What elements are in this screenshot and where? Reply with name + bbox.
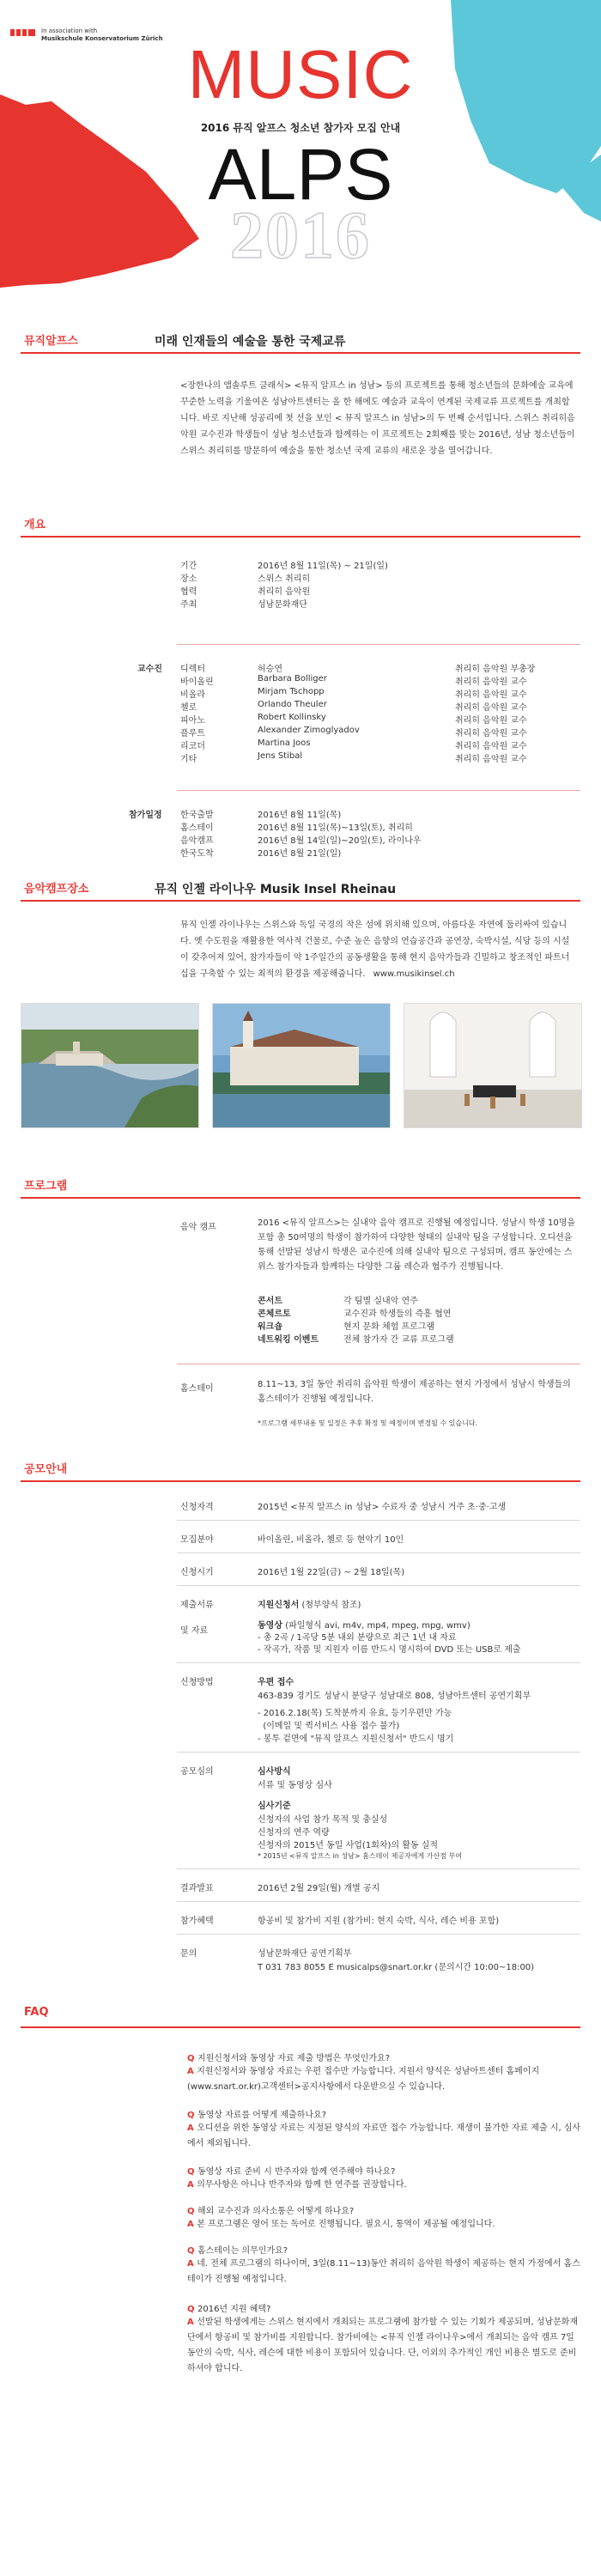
- schedule-item-label: 음악캠프: [180, 836, 214, 846]
- faculty-name: Alexander Zimoglyadov: [258, 726, 360, 735]
- faculty-inst: 플루트: [180, 729, 205, 738]
- partner-line2: Musikschule Konservatorium Zürich: [41, 35, 163, 42]
- program-item-desc: 각 팀별 실내악 연주: [343, 1297, 418, 1306]
- program-item-desc: 전체 참가자 간 교류 프로그램: [343, 1335, 454, 1345]
- divider: [177, 644, 580, 645]
- submit-title-2: 동영상: [258, 1621, 282, 1631]
- recruit-rule: [21, 1480, 580, 1482]
- info-value: 취리히 음악원: [258, 587, 311, 597]
- program-rule: [21, 1197, 580, 1199]
- faq-answer-text: 오디션을 위한 동영상 자료는 지정된 양식의 자료만 접수 가능합니다. 재생이 불가한 자료 제출 시, 심사에서 제외됩니다.: [187, 2123, 581, 2148]
- faculty-role: 취리히 음악원 교수: [455, 703, 527, 713]
- faculty-role: 취리히 음악원 교수: [455, 716, 527, 726]
- divider: [177, 1585, 580, 1586]
- review-line-1: 서류 및 동영상 심사: [258, 1781, 332, 1790]
- support-label: 참가혜택: [180, 1917, 214, 1926]
- faculty-label: 교수진: [137, 665, 162, 674]
- faq-answer-text: 의무사항은 아니나 반주자와 함께 한 연주를 권장합니다.: [197, 2180, 407, 2190]
- contact-line1: 성남문화재단 공연기획부: [258, 1949, 352, 1959]
- homestay-body: 8.11~13, 3일 동안 취리히 음악원 학생이 제공하는 현지 가정에서 성남시 학생들의 홈스테이가 진행될 예정입니다.: [258, 1380, 571, 1404]
- method-line: 463-839 경기도 성남시 분당구 성남대로 808, 성남아트센터 공연기획부: [258, 1692, 531, 1701]
- submit-label-line1: 제출서류: [180, 1601, 214, 1610]
- info-label: 기간: [180, 562, 197, 571]
- rheinau-hall-photo: [404, 1003, 582, 1128]
- review-title-1: 심사방식: [258, 1767, 291, 1777]
- divider: [177, 790, 580, 791]
- rheinau-aerial-photo: [21, 1003, 199, 1128]
- review-line: 신청자의 사업 참가 목적 및 충실성: [258, 1815, 388, 1825]
- schedule-item-value: 2016년 8월 14일(일)~20일(토), 라이나우: [258, 836, 422, 846]
- schedule-item-value: 2016년 8월 21일(일): [258, 849, 342, 859]
- faculty-name: Mirjam Tschopp: [258, 687, 325, 696]
- faq-answer-text: 선발된 학생에게는 스위스 현지에서 개최되는 프로그램에 참가할 수 있는 기회가 제공되며, 성남문화재단에서 항공비 및 참가비를 지원합니다. 참가비에는 <뮤직 인젤 라이나우>에서 개최되는 음악 캠프 7일 동안의 숙박, 식사, 레슨에 대한 비용이 포함되어 있습니다. 단, 이외의 추가적인 개인 비용은 별도로 준비하셔야 합니다.: [187, 2318, 579, 2373]
- about-heading: 미래 인재들의 예술을 통한 국제교류: [155, 335, 346, 349]
- review-line: 신청자의 2015년 동일 사업(1회차)의 활동 실적: [258, 1841, 439, 1850]
- recruit-row-label: 모집분야: [180, 1535, 214, 1545]
- program-item-desc: 교수진과 학생들의 즉흥 협연: [343, 1309, 452, 1319]
- faculty-inst: 비올라: [180, 690, 205, 700]
- divider: [177, 1662, 580, 1663]
- faq-answer: A 지원신청서와 동영상 자료는 우편 접수만 가능합니다. 지원서 양식은 성남아트센터 홈페이지(www.snart.or.kr)고객센터>공지사항에서 다운받으실 수 있습니다.: [187, 2067, 540, 2092]
- venue-section-title: 음악캠프장소: [24, 883, 89, 896]
- divider: [177, 1520, 580, 1521]
- faq-question: Q 지원신청서와 동영상 자료 제출 방법은 무엇인가요?: [187, 2054, 391, 2063]
- faq-section-title: FAQ: [24, 2006, 49, 2019]
- faculty-role: 취리히 음악원 교수: [455, 742, 527, 751]
- submit-label-line2: 및 자료: [180, 1626, 209, 1636]
- faculty-inst: 바이올린: [180, 677, 214, 687]
- venue-rule: [21, 900, 580, 902]
- about-body: <장한나의 앱솔루트 클래식> <뮤직 알프스 in 성남> 등의 프로젝트를 통해 청소년들의 문화예술 교육에 꾸준한 노력을 기울여온 성남아트센터는 올 한 해에도 예술과 교육이 연계된 국제교류 프로젝트를 개최합니다. 바로 지난해 성공리에 첫 선을 보인 < 뮤직 알프스 in 성남>의 두 번째 순서입니다. 스위스 취리히음악원 교수진과 학생들이 성남 청소년들과 함께하는 이 프로젝트는 2회째를 맞는 2016년, 성남 청소년들이 스위스 취리히를 방문하여 예술을 통한 청소년 국제 교류의 새로운 장을 열어갑니다.: [180, 381, 575, 456]
- submit-item-2: [258, 1618, 470, 1631]
- faculty-inst: 디렉터: [180, 665, 205, 674]
- program-item-desc: 현지 문화 체험 프로그램: [343, 1322, 435, 1332]
- faq-question-text: 동영상 자료 준비 시 반주자와 함께 연주해야 하나요?: [197, 2167, 396, 2177]
- program-item-name: 네트워킹 이벤트: [258, 1335, 319, 1345]
- review-line: 신청자의 연주 역량: [258, 1828, 330, 1838]
- faculty-name: Martina Joos: [258, 738, 311, 748]
- faq-question: Q 2016년 지원 혜택?: [187, 2305, 271, 2314]
- faculty-inst: 기타: [180, 755, 197, 764]
- faq-question: Q 동영상 자료 준비 시 반주자와 함께 연주해야 하나요?: [187, 2167, 396, 2177]
- faculty-role: 취리히 음악원 교수: [455, 690, 527, 700]
- faculty-inst: 피아노: [180, 716, 205, 726]
- recruit-row-label: 신청자격: [180, 1503, 214, 1512]
- faculty-name: Orlando Theuler: [258, 700, 327, 709]
- camp-body: 2016 <뮤직 알프스>는 실내악 음악 캠프로 진행될 예정입니다. 성남시 학생 10명을 포함 총 50여명의 학생이 참가하여 다양한 형태의 실내악 팀을 구성합니다. 오디션을 통해 선발된 성남시 학생은 교수진에 의해 실내악 팀으로 구성되며, 캠프 동안에는 스위스 참가자들과 함께하는 다양한 그룹 레슨과 협주가 진행됩니다.: [258, 1218, 576, 1272]
- partner-line1: In association with: [41, 27, 98, 34]
- schedule-item-label: 한국도착: [180, 849, 214, 859]
- method-line: - 봉투 겉면에 "뮤직 알프스 지원신청서" 반드시 명기: [258, 1735, 454, 1744]
- faculty-role: 취리히 음악원 교수: [455, 729, 527, 738]
- faq-answer-text: 네. 전체 프로그램의 하나이며, 3일(8.11~13)동안 취리히 음악원 학생이 제공하는 현지 가정에서 홈스테이가 진행될 예정입니다.: [187, 2259, 580, 2284]
- recruit-row-value: 2016년 1월 22일(금) ~ 2월 18일(목): [258, 1568, 405, 1577]
- faq-question: Q 동영상 자료를 어떻게 제출하나요?: [187, 2111, 327, 2120]
- faculty-name: Barbara Bolliger: [258, 674, 327, 683]
- header-banner: [0, 0, 601, 318]
- subtitle: 2016 뮤직 알프스 청소년 참가자 모집 안내: [200, 122, 401, 134]
- faq-question-text: 지원신청서와 동영상 자료 제출 방법은 무엇인가요?: [197, 2054, 391, 2063]
- method-line: (이메일 및 퀵서비스 사용 접수 불가): [258, 1722, 400, 1731]
- submit-title-2-suffix: (파일형식 avi, m4v, mp4, mpeg, mpg, wmv): [285, 1621, 470, 1631]
- recruit-section-title: 공모안내: [24, 1463, 68, 1476]
- info-label: 주최: [180, 600, 197, 610]
- info-label: 협력: [180, 587, 197, 597]
- contact-line2[interactable]: T 031 783 8055 E musicalps@snart.or.kr (문의시간 10:00~18:00): [258, 1963, 535, 1972]
- faq-answer: A 네. 전체 프로그램의 하나이며, 3일(8.11~13)동안 취리히 음악원 학생이 제공하는 현지 가정에서 홈스테이가 진행될 예정입니다.: [187, 2259, 580, 2284]
- submit-line: - 총 2곡 / 1곡당 5분 내외 분량으로 최근 1년 내 자료: [258, 1633, 457, 1643]
- submit-line: - 작곡가, 작품 및 지원자 이름 반드시 명시하여 DVD 또는 USB로 제출: [258, 1645, 521, 1655]
- venue-heading: 뮤직 인젤 라이나우 Musik Insel Rheinau: [155, 883, 397, 896]
- about-rule: [21, 352, 580, 354]
- submit-title-1: 지원신청서: [258, 1601, 300, 1610]
- method-label: 신청방법: [180, 1678, 214, 1687]
- venue-body: 뮤직 인젤 라이나우는 스위스와 독일 국경의 작은 섬에 위치해 있으며, 아름다운 자연에 둘러싸여 있습니다. 옛 수도원을 재활용한 역사적 건물로, 수준 높은 음향의 연습공간과 공연장, 숙박시설, 식당 등의 시설이 갖추어져 있어, 참가자들이 약 1주일간의 공동생활을 통해 현지 음악가들과 긴밀하고 창조적인 파트너십을 구축할 수 있는 최적의 환경을 제공해줍니다.: [180, 920, 570, 979]
- title-alps: ALPS: [208, 134, 393, 215]
- divider: [177, 1752, 580, 1753]
- schedule-item-label: 한국출발: [180, 811, 214, 820]
- faq-answer-text: 지원신청서와 동영상 자료는 우편 접수만 가능합니다. 지원서 양식은 성남아트센터 홈페이지(www.snart.or.kr)고객센터>공지사항에서 다운받으실 수 있습니다.: [187, 2067, 540, 2092]
- divider: [177, 1934, 580, 1935]
- divider: [177, 1552, 580, 1553]
- result-label: 결과발표: [180, 1884, 214, 1893]
- title-music: MUSIC: [187, 36, 414, 112]
- faculty-role: 취리히 음악원 부총장: [455, 665, 536, 674]
- faq-rule: [21, 2026, 580, 2028]
- overview-rule: [21, 536, 580, 538]
- faculty-inst: 리코더: [180, 742, 205, 751]
- submit-item-1: [258, 1597, 361, 1610]
- info-label: 장소: [180, 574, 197, 584]
- program-item-name: 워크숍: [258, 1322, 282, 1332]
- schedule-label: 참가일정: [129, 811, 162, 820]
- faq-answer: A 오디션을 위한 동영상 자료는 지정된 양식의 자료만 접수 가능합니다. 재생이 불가한 자료 제출 시, 심사에서 제외됩니다.: [187, 2123, 581, 2148]
- support-value: 항공비 및 참가비 지원 (참가비: 현지 숙박, 식사, 레슨 비용 포함): [258, 1917, 500, 1926]
- review-label: 공모심의: [180, 1767, 214, 1777]
- faculty-inst: 첼로: [180, 703, 197, 713]
- divider: [177, 1901, 580, 1902]
- faculty-role: 취리히 음악원 교수: [455, 677, 527, 687]
- venue-body-block: [180, 917, 577, 982]
- rheinau-monastery-photo: [212, 1003, 391, 1128]
- faq-question-text: 2016년 지원 혜택?: [197, 2305, 271, 2314]
- faq-question: Q 해외 교수진과 의사소통은 어떻게 하나요?: [187, 2207, 355, 2216]
- faq-answer-text: 본 프로그램은 영어 또는 독어로 진행됩니다. 필요시, 통역이 제공될 예정입니다.: [197, 2220, 495, 2229]
- faculty-name: Robert Kollinsky: [258, 713, 326, 722]
- program-item-name: 콘서트: [258, 1297, 282, 1306]
- faq-answer: A 의무사항은 아니나 반주자와 함께 한 연주를 권장합니다.: [187, 2180, 407, 2190]
- faculty-name: Jens Stibal: [258, 751, 303, 761]
- method-title: 우편 접수: [258, 1678, 294, 1687]
- faq-question-text: 동영상 자료를 어떻게 제출하나요?: [197, 2111, 327, 2120]
- about-section-title: 뮤직알프스: [24, 335, 78, 348]
- method-line: - 2016.2.18(목) 도착분까지 유효, 등기우편만 가능: [258, 1709, 452, 1718]
- venue-url-link[interactable]: www.musikinsel.ch: [373, 969, 455, 979]
- program-item-name: 콘체르토: [258, 1309, 291, 1319]
- title-year: 2016: [230, 197, 371, 272]
- submit-title-1-suffix: (첨부양식 참조): [301, 1601, 361, 1610]
- faq-question: Q 홈스테이는 의무인가요?: [187, 2246, 288, 2256]
- review-title-2: 심사기준: [258, 1801, 291, 1811]
- faculty-role: 취리히 음악원 교수: [455, 755, 527, 764]
- contact-label: 문의: [180, 1949, 197, 1959]
- info-value: 2016년 8월 11일(목) ~ 21일(일): [258, 562, 388, 571]
- recruit-row-label: 신청시기: [180, 1568, 214, 1577]
- info-value: 스위스 취리히: [258, 574, 311, 584]
- schedule-item-label: 홈스테이: [180, 823, 214, 833]
- faq-question-text: 해외 교수진과 의사소통은 어떻게 하나요?: [197, 2207, 355, 2216]
- camp-label: 음악 캠프: [180, 1223, 216, 1232]
- schedule-item-value: 2016년 8월 11일(목): [258, 811, 342, 820]
- faq-answer: A 선발된 학생에게는 스위스 현지에서 개최되는 프로그램에 참가할 수 있는 기회가 제공되며, 성남문화재단에서 항공비 및 참가비를 지원합니다. 참가비에는 <뮤직 인젤 라이나우>에서 개최되는 음악 캠프 7일 동안의 숙박, 식사, 레슨에 대한 비용이 포함되어 있습니다. 단, 이외의 추가적인 개인 비용은 별도로 준비하셔야 합니다.: [187, 2318, 579, 2373]
- faculty-name: 허승연: [258, 665, 282, 674]
- recruit-row-value: 바이올린, 비올라, 첼로 등 현악기 10인: [258, 1535, 404, 1545]
- homestay-label: 홈스테이: [180, 1384, 214, 1394]
- review-note: * 2015년 <뮤직 알프스 in 성남> 홈스테이 제공자에게 가산점 부여: [258, 1852, 462, 1860]
- schedule-item-value: 2016년 8월 11일(목)~13일(토), 취리히: [258, 823, 413, 833]
- program-section-title: 프로그램: [24, 1180, 68, 1193]
- overview-section-title: 개요: [24, 519, 46, 532]
- recruit-row-value: 2015년 <뮤직 알프스 in 성남> 수료자 중 성남시 거주 초·중·고생: [258, 1503, 507, 1512]
- info-value: 성남문화재단: [258, 600, 307, 610]
- faq-answer: A 본 프로그램은 영어 또는 독어로 진행됩니다. 필요시, 통역이 제공될 예정입니다.: [187, 2220, 495, 2229]
- program-note: *프로그램 세부내용 및 일정은 추후 확정 및 예정이며 변경될 수 있습니다.: [258, 1419, 478, 1427]
- faq-question-text: 홈스테이는 의무인가요?: [197, 2246, 288, 2256]
- divider: [177, 1868, 580, 1869]
- result-value: 2016년 2월 29일(월) 개별 공지: [258, 1884, 380, 1893]
